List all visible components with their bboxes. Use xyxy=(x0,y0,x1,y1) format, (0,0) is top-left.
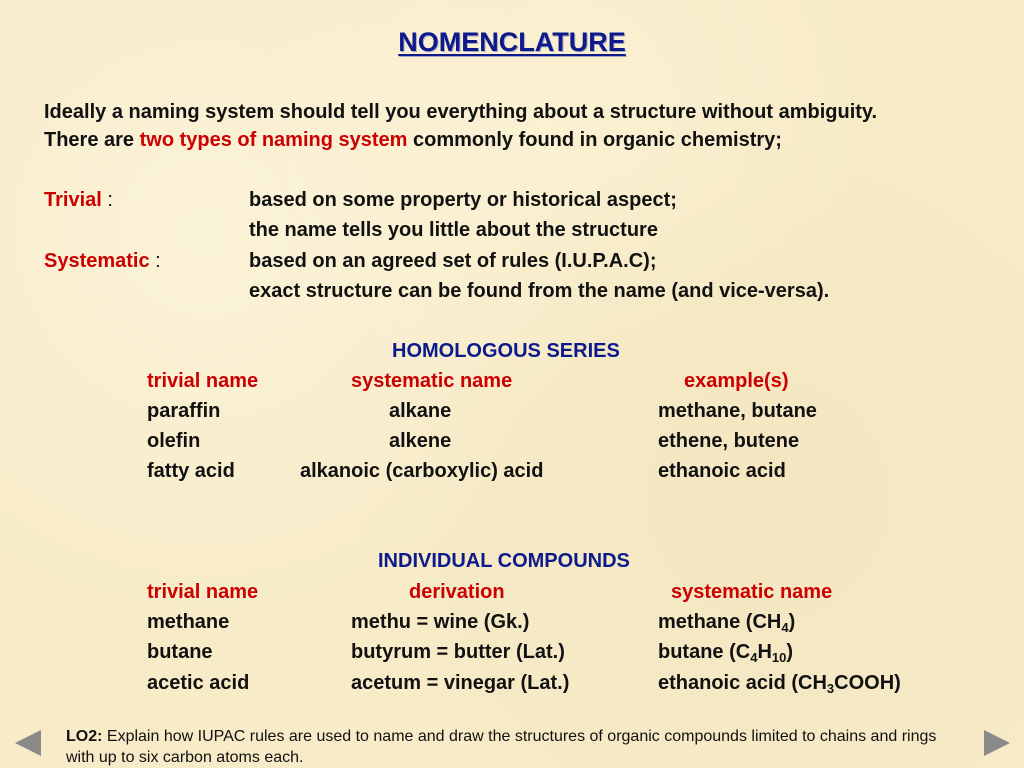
systematic-desc-2: exact structure can be found from the name (and vice-versa). xyxy=(249,280,830,302)
homologous-heading: HOMOLOGOUS SERIES xyxy=(392,340,620,362)
compound-trivial: acetic acid xyxy=(147,672,250,694)
systematic-colon: : xyxy=(149,250,161,272)
formula-text: ) xyxy=(786,641,794,663)
formula-subscript: 4 xyxy=(781,620,789,635)
compound-derivation: butyrum = butter (Lat.) xyxy=(351,641,565,663)
compound-systematic xyxy=(658,641,793,664)
table-row-trivial: paraffin xyxy=(147,400,221,422)
intro-highlight: two types of naming system xyxy=(139,129,408,151)
learning-outcome xyxy=(66,726,966,768)
homologous-col-systematic: systematic name xyxy=(351,370,513,392)
trivial-label: Trivial xyxy=(44,189,102,211)
learning-outcome-label: LO2: xyxy=(66,728,103,745)
formula-subscript: 10 xyxy=(771,650,787,665)
compounds-heading: INDIVIDUAL COMPOUNDS xyxy=(378,550,630,572)
triangle-left-icon[interactable] xyxy=(15,730,41,756)
triangle-right-icon[interactable] xyxy=(984,730,1010,756)
systematic-label-line xyxy=(44,250,161,273)
formula-text: butane (C xyxy=(658,641,751,663)
homologous-col-example: example(s) xyxy=(684,370,789,392)
compounds-col-systematic: systematic name xyxy=(671,581,833,603)
trivial-desc-2: the name tells you little about the structure xyxy=(249,219,658,241)
table-row-trivial: olefin xyxy=(147,430,201,452)
intro-line-2-start: There are xyxy=(44,129,140,151)
compound-derivation: acetum = vinegar (Lat.) xyxy=(351,672,570,694)
table-row-systematic: alkene xyxy=(389,430,452,452)
intro-line-2 xyxy=(44,129,782,152)
compound-derivation: methu = wine (Gk.) xyxy=(351,611,530,633)
learning-outcome-text: Explain how IUPAC rules are used to name and draw the structures of organic compounds limited to chains and rings with up to six carbon atoms each. xyxy=(66,728,937,766)
table-row-systematic: alkanoic (carboxylic) acid xyxy=(300,460,544,482)
trivial-desc-1: based on some property or historical aspect; xyxy=(249,189,677,211)
formula-subscript: 4 xyxy=(750,650,758,665)
systematic-label: Systematic xyxy=(44,250,150,272)
compounds-col-derivation: derivation xyxy=(409,581,505,603)
compound-trivial: butane xyxy=(147,641,213,663)
table-row-example: methane, butane xyxy=(658,400,817,422)
table-row-example: ethanoic acid xyxy=(658,460,786,482)
compound-systematic xyxy=(658,672,901,695)
table-row-systematic: alkane xyxy=(389,400,452,422)
compound-trivial: methane xyxy=(147,611,230,633)
formula-text: H xyxy=(757,641,772,663)
formula-text: COOH) xyxy=(834,672,901,694)
compounds-col-trivial: trivial name xyxy=(147,581,259,603)
formula-text: ethanoic acid (CH xyxy=(658,672,827,694)
page-title: NOMENCLATURE xyxy=(398,27,626,57)
homologous-col-trivial: trivial name xyxy=(147,370,259,392)
table-row-example: ethene, butene xyxy=(658,430,800,452)
compound-systematic xyxy=(658,611,795,634)
systematic-desc-1: based on an agreed set of rules (I.U.P.A.C); xyxy=(249,250,657,272)
table-row-trivial: fatty acid xyxy=(147,460,235,482)
formula-subscript: 3 xyxy=(826,681,835,696)
trivial-label-line xyxy=(44,189,113,212)
intro-line-1: Ideally a naming system should tell you everything about a structure without ambiguity. xyxy=(44,101,878,123)
trivial-colon: : xyxy=(101,189,113,211)
formula-text: ) xyxy=(788,611,796,633)
intro-line-2-end: commonly found in organic chemistry; xyxy=(407,129,782,151)
formula-text: methane (CH xyxy=(658,611,782,633)
